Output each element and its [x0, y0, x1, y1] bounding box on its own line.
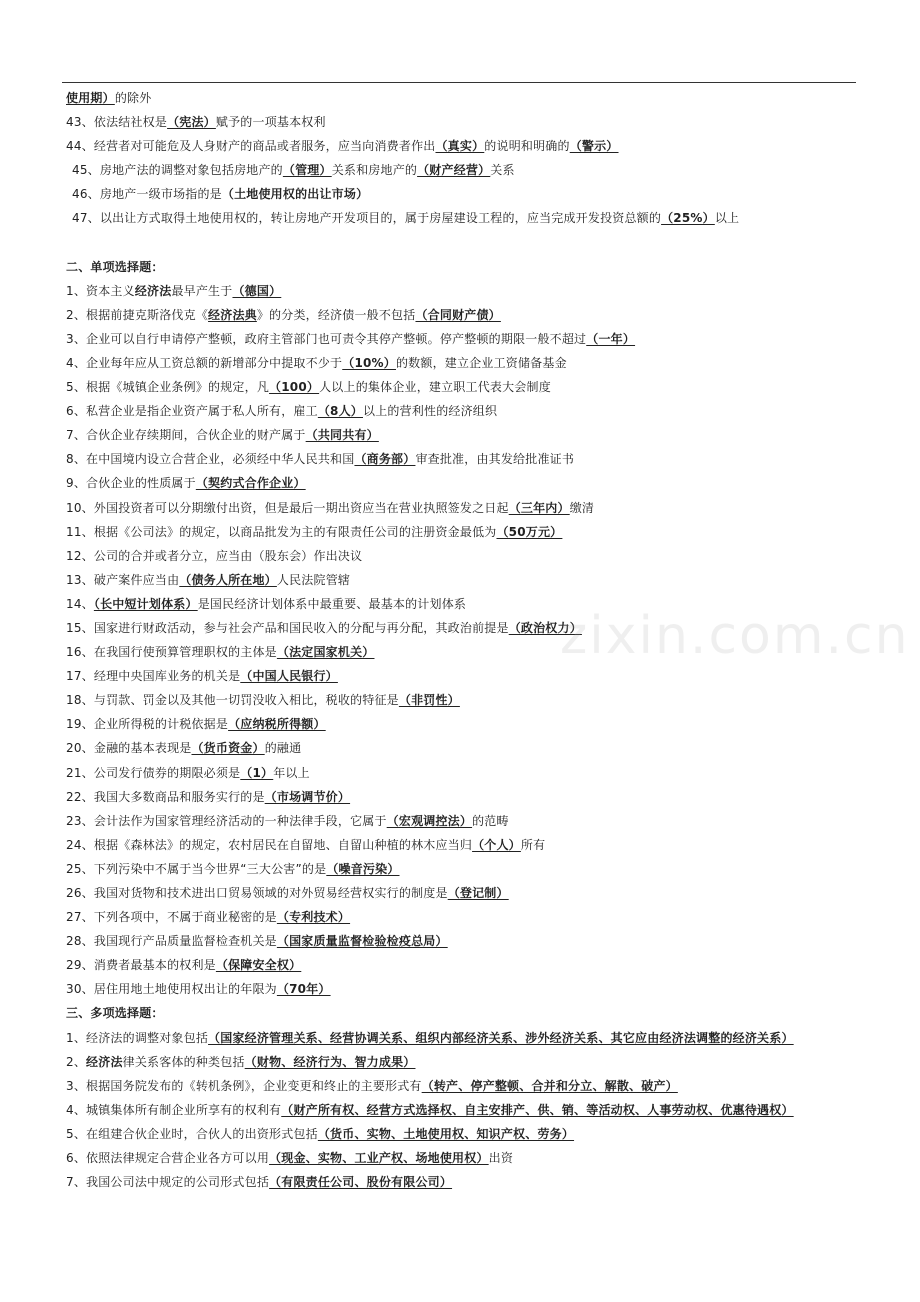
- answer-text: 经济法典: [208, 307, 257, 322]
- answer-text: （25%）: [661, 211, 715, 226]
- question-line: [66, 303, 866, 327]
- question-text: 的数额，建立企业工资储备基金: [395, 355, 567, 370]
- question-line: [66, 857, 866, 881]
- answer-text: （一年）: [586, 331, 636, 346]
- question-line: [66, 1122, 866, 1146]
- continued-answer-block: [66, 86, 866, 110]
- question-text: 律关系客体的种类包括: [122, 1054, 245, 1069]
- question-text: 14、: [66, 596, 94, 611]
- question-line: [66, 929, 866, 953]
- question-text: 12、公司的合并或者分立，应当由（股东会）作出决议: [66, 548, 363, 563]
- answer-text: （货币资金）: [191, 741, 265, 756]
- question-text: 以上: [714, 211, 740, 226]
- answer-text: （政治权力）: [508, 620, 582, 635]
- answer-text: （货币、实物、土地使用权、知识产权、劳务）: [317, 1126, 575, 1141]
- document-body: [66, 86, 866, 1194]
- answer-text: （10%）: [342, 355, 396, 370]
- question-line: [66, 785, 866, 809]
- answer-text: （契约式合作企业）: [195, 476, 306, 491]
- answer-text: （警示）: [569, 139, 619, 154]
- answer-text: （噪音污染）: [326, 861, 400, 876]
- question-line: [66, 1146, 866, 1170]
- answer-text: （宪法）: [167, 115, 216, 130]
- header-rule: [62, 82, 856, 83]
- question-text: 23、会计法作为国家管理经济活动的一种法律手段，它属于: [66, 813, 387, 828]
- question-text: 18、与罚款、罚金以及其他一切罚没收入相比，税收的特征是: [66, 693, 399, 708]
- question-line: [66, 399, 866, 423]
- question-line: [66, 134, 866, 158]
- question-text: 的范畴: [472, 813, 509, 828]
- question-line: [66, 544, 866, 568]
- question-text: 19、企业所得税的计税依据是: [66, 717, 229, 732]
- answer-text: （国家质量监督检验检疫总局）: [276, 934, 448, 949]
- answer-text: （70年）: [276, 982, 331, 997]
- question-text: 关系: [490, 163, 515, 178]
- question-line: [66, 327, 866, 351]
- answer-text: （商务部）: [354, 452, 416, 467]
- question-text: 29、消费者最基本的权利是: [66, 958, 216, 973]
- answer-text: （市场调节价）: [264, 789, 351, 804]
- question-line: [66, 640, 866, 664]
- question-text: 25、下列污染中不属于当今世界“三大公害”的是: [66, 861, 327, 876]
- question-text: 关系和房地产的: [331, 163, 418, 178]
- answer-text: （有限责任公司、股份有限公司）: [269, 1175, 453, 1190]
- question-line: [66, 110, 866, 134]
- emphasis-text: 经济法: [86, 1054, 123, 1069]
- question-text: 4、城镇集体所有制企业所享有的权利有: [66, 1102, 282, 1117]
- answer-text: （50万元）: [496, 524, 563, 539]
- question-line: [66, 953, 866, 977]
- question-text: 7、合伙企业存续期间，合伙企业的财产属于: [66, 428, 306, 443]
- question-line: [66, 423, 866, 447]
- question-text: 17、经理中央国库业务的机关是: [66, 669, 241, 684]
- question-text: 1、经济法的调整对象包括: [66, 1030, 209, 1045]
- question-text: 6、依照法律规定合营企业各方可以用: [66, 1151, 270, 1166]
- answer-text: （债务人所在地）: [179, 572, 277, 587]
- question-line: [66, 712, 866, 736]
- question-text: 以上的营利性的经济组织: [363, 404, 498, 419]
- question-text: 的说明和明确的: [484, 139, 570, 154]
- question-line: [66, 736, 866, 760]
- question-line: [66, 375, 866, 399]
- answer-text: （管理）: [282, 163, 332, 178]
- question-line: [66, 977, 866, 1001]
- question-text: 5、在组建合伙企业时，合伙人的出资形式包括: [66, 1126, 318, 1141]
- question-line: [66, 86, 866, 110]
- answer-text: （三年内）: [508, 500, 570, 515]
- answer-text: （保障安全权）: [215, 958, 302, 973]
- question-text: 1、资本主义: [66, 283, 135, 298]
- question-line: [66, 158, 866, 182]
- question-text: 审查批准，由其发给批准证书: [415, 452, 575, 467]
- question-text: 缴清: [569, 500, 595, 515]
- question-line: [66, 881, 866, 905]
- emphasis-text: 经济法: [134, 283, 172, 298]
- question-text: 7、我国公司法中规定的公司形式包括: [66, 1175, 270, 1190]
- question-line: [66, 520, 866, 544]
- question-line: [66, 182, 866, 206]
- question-line: [66, 496, 866, 520]
- question-text: 27、下列各项中，不属于商业秘密的是: [66, 910, 277, 925]
- question-text: 的除外: [114, 91, 152, 105]
- question-line: [66, 471, 866, 495]
- answer-text: （100）: [269, 380, 320, 395]
- answer-text: （中国人民银行）: [240, 669, 338, 684]
- answer-text: （专利技术）: [276, 910, 351, 925]
- question-text: 47、以出让方式取得土地使用权的，转让房地产开发项目的，属于房屋建设工程的，应当完成开发投资总额的: [72, 211, 662, 226]
- answer-text: （财产经营）: [417, 163, 491, 178]
- question-text: 30、居住用地土地使用权出让的年限为: [66, 982, 277, 997]
- answer-text: （非罚性）: [398, 693, 460, 708]
- answer-text: （现金、实物、工业产权、场地使用权）: [269, 1151, 489, 1166]
- answer-text: （财产所有权、经营方式选择权、自主安排产、供、销、等活动权、人事劳动权、优惠待遇权）: [281, 1102, 794, 1117]
- multiple-choice-list: [66, 1026, 866, 1195]
- answer-text: （合同财产债）: [415, 307, 501, 322]
- question-text: 24、根据《森林法》的规定，农村居民在自留地、自留山种植的林木应当归: [66, 837, 473, 852]
- question-line: [66, 351, 866, 375]
- question-text: 22、我国大多数商品和服务实行的是: [66, 789, 265, 804]
- question-text: 出资: [488, 1151, 514, 1166]
- question-line: [66, 761, 866, 785]
- question-text: 所有: [520, 837, 546, 852]
- answer-text: （财物、经济行为、智力成果）: [244, 1054, 416, 1069]
- question-text: 4、企业每年应从工资总额的新增部分中提取不少于: [66, 355, 343, 370]
- section-heading-single-choice: 二、单项选择题：: [66, 259, 164, 274]
- question-line: [66, 592, 866, 616]
- question-text: 46、房地产一级市场指的是: [72, 187, 222, 202]
- question-text: 13、破产案件应当由: [66, 572, 180, 587]
- emphasis-text: （土地使用权的出让市场）: [221, 187, 369, 202]
- answer-text: （8人）: [317, 404, 363, 419]
- question-text: 年以上: [273, 765, 310, 780]
- section-heading-multiple-choice: 三、多项选择题：: [66, 1006, 164, 1021]
- question-text: 3、企业可以自行申请停产整顿，政府主管部门也可责令其停产整顿。停产整顿的期限一般不超过: [66, 331, 587, 346]
- question-line: [66, 1170, 866, 1194]
- question-text: 是国民经济计划体系中最重要、最基本的计划体系: [197, 596, 467, 611]
- answer-text: （1）: [240, 765, 274, 780]
- question-text: 11、根据《公司法》的规定，以商品批发为主的有限责任公司的注册资金最低为: [66, 524, 497, 539]
- question-line: [66, 664, 866, 688]
- question-line: [66, 1074, 866, 1098]
- question-text: 21、公司发行债券的期限必须是: [66, 765, 241, 780]
- answer-text: （应纳税所得额）: [228, 717, 326, 732]
- question-text: 最早产生于: [171, 283, 233, 298]
- question-text: 8、在中国境内设立合营企业，必须经中华人民共和国: [66, 452, 355, 467]
- question-line: [66, 1050, 866, 1074]
- question-text: 的融通: [264, 741, 302, 756]
- question-text: 15、国家进行财政活动，参与社会产品和国民收入的分配与再分配，其政治前提是: [66, 620, 509, 635]
- question-line: [66, 809, 866, 833]
- question-text: 2、: [66, 1054, 87, 1069]
- question-text: 43、依法结社权是: [66, 115, 168, 130]
- answer-text: （个人）: [472, 837, 521, 852]
- question-text: 5、根据《城镇企业条例》的规定，凡: [66, 380, 270, 395]
- question-text: 45、房地产法的调整对象包括房地产的: [72, 163, 283, 178]
- question-text: 赋予的一项基本权利: [215, 115, 326, 130]
- question-text: 3、根据国务院发布的《转机条例》，企业变更和终止的主要形式有: [66, 1078, 422, 1093]
- answer-text: （德国）: [232, 283, 282, 298]
- answer-text: （长中短计划体系）: [93, 596, 198, 611]
- question-text: 10、外国投资者可以分期缴付出资，但是最后一期出资应当在营业执照签发之日起: [66, 500, 509, 515]
- question-text: 28、我国现行产品质量监督检查机关是: [66, 934, 277, 949]
- answer-text: （登记制）: [447, 886, 509, 900]
- question-line: [66, 833, 866, 857]
- question-line: [66, 206, 866, 230]
- question-line: [66, 1026, 866, 1050]
- answer-text: （宏观调控法）: [386, 813, 473, 828]
- answer-text: （真实）: [435, 139, 485, 154]
- answer-text: （法定国家机关）: [276, 645, 375, 660]
- question-line: [66, 447, 866, 471]
- answer-text: （共同共有）: [305, 428, 379, 443]
- question-text: 26、我国对货物和技术进出口贸易领域的对外贸易经营权实行的制度是: [66, 886, 448, 900]
- question-text: 6、私营企业是指企业资产属于私人所有，雇工: [66, 404, 318, 419]
- question-text: 16、在我国行使预算管理职权的主体是: [66, 645, 277, 660]
- answer-text: （国家经济管理关系、经营协调关系、组织内部经济关系、涉外经济关系、其它应由经济法调整的经济关系）: [208, 1030, 794, 1045]
- question-text: 9、合伙企业的性质属于: [66, 476, 196, 491]
- question-text: 20、金融的基本表现是: [66, 741, 192, 756]
- question-text: 44、经营者对可能危及人身财产的商品或者服务，应当向消费者作出: [66, 139, 436, 154]
- watermark-text: zixin.com.cn: [560, 606, 910, 666]
- answer-text: （转产、停产整顿、合并和分立、解散、破产）: [421, 1078, 678, 1093]
- question-line: [66, 1098, 866, 1122]
- question-line: [66, 568, 866, 592]
- question-line: [66, 616, 866, 640]
- question-line: [66, 688, 866, 712]
- single-choice-list: [66, 279, 866, 1002]
- question-text: 》的分类，经济债一般不包括: [256, 307, 416, 322]
- question-text: 人以上的集体企业，建立职工代表大会制度: [319, 380, 551, 395]
- question-text: 人民法院管辖: [276, 572, 351, 587]
- question-text: 2、根据前捷克斯洛伐克《: [66, 307, 209, 322]
- question-line: [66, 905, 866, 929]
- fill-in-questions-tail: [66, 110, 866, 230]
- answer-text: 使用期）: [66, 91, 115, 105]
- question-line: [66, 279, 866, 303]
